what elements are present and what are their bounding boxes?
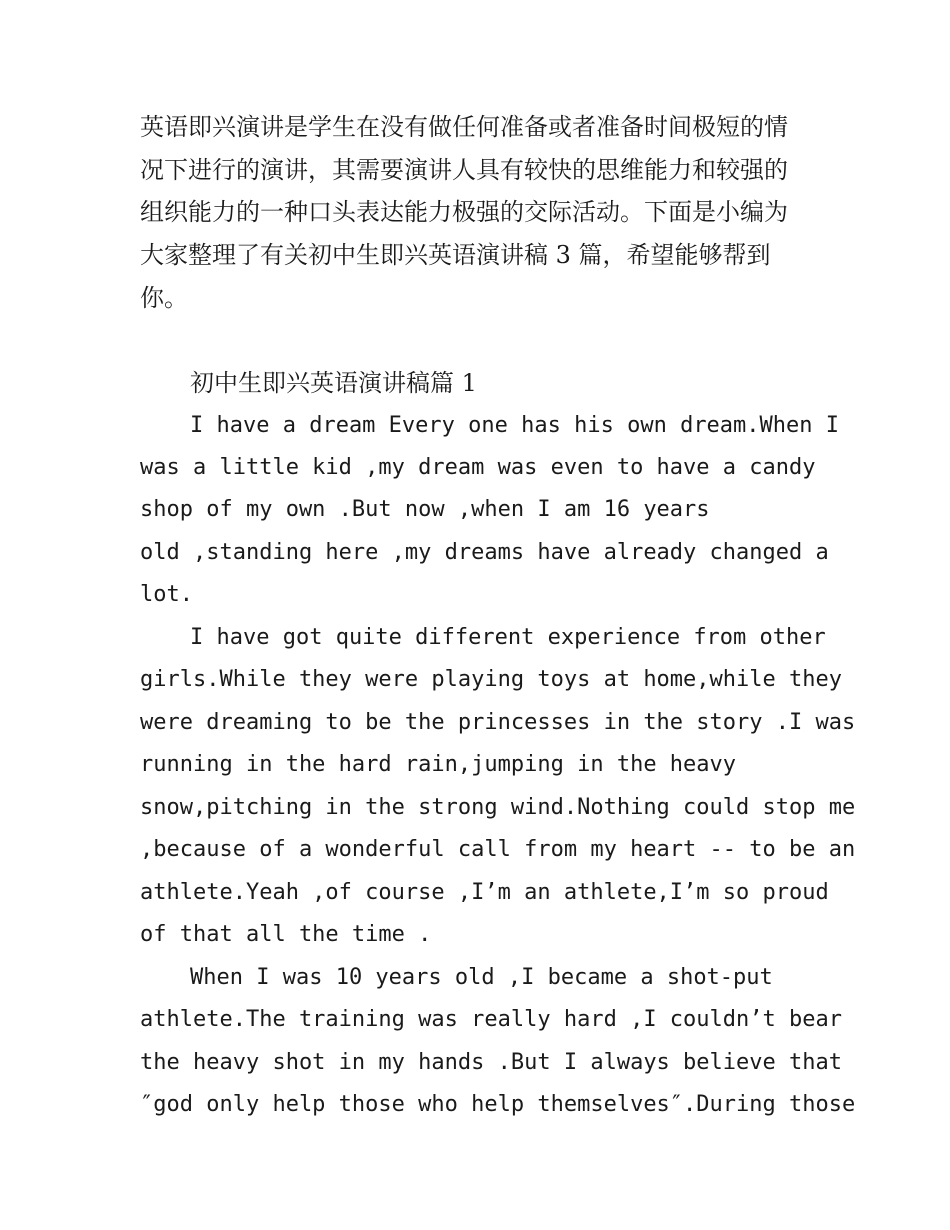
paragraph-line: old ,standing here ,my dreams have already changed a [140, 540, 829, 565]
paragraph-line: When I was 10 years old ,I became a shot-put [190, 965, 773, 990]
paragraph-line: lot. [140, 582, 193, 607]
paragraph-line: running in the hard rain,jumping in the heavy [140, 752, 737, 777]
paragraph-line: girls.While they were playing toys at home,while they [140, 667, 842, 692]
paragraph-line: of that all the time . [140, 922, 432, 947]
intro-line: 大家整理了有关初中生即兴英语演讲稿 3 篇，希望能够帮到 [140, 241, 771, 269]
intro-line: 组织能力的一种口头表达能力极强的交际活动。下面是小编为 [140, 198, 788, 226]
paragraph-line: I have got quite different experience from other [190, 625, 826, 650]
paragraph-line: I have a dream Every one has his own dream.When I [190, 413, 840, 438]
paragraph-line: were dreaming to be the princesses in the story .I was [140, 710, 856, 735]
paragraph-line: ,because of a wonderful call from my heart -- to be an [140, 837, 856, 862]
intro-line: 况下进行的演讲，其需要演讲人具有较快的思维能力和较强的 [140, 156, 788, 184]
intro-line: 你。 [140, 284, 188, 312]
paragraph-line: shop of my own .But now ,when I am 16 years [140, 497, 710, 522]
paragraph-line: snow,pitching in the strong wind.Nothing could stop me [140, 795, 856, 820]
paragraph-line: the heavy shot in my hands .But I always believe that [140, 1050, 842, 1075]
paragraph-line: athlete.The training was really hard ,I couldn’t bear [140, 1007, 842, 1032]
section-title: 初中生即兴英语演讲稿篇 1 [190, 369, 477, 397]
paragraph-line: athlete.Yeah ,of course ,I’m an athlete,I’m so proud [140, 880, 829, 905]
intro-line: 英语即兴演讲是学生在没有做任何准备或者准备时间极短的情 [140, 113, 788, 141]
paragraph-line: was a little kid ,my dream was even to have a candy [140, 455, 816, 480]
paragraph-line: ″god only help those who help themselves″.During those [140, 1092, 856, 1117]
